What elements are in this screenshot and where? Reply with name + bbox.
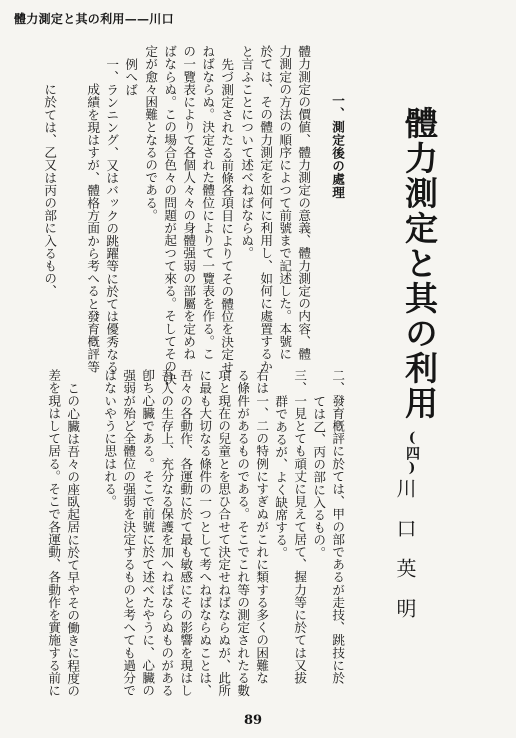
- body-line: 例へば: [123, 58, 139, 96]
- body-line: に於ては、乙又は丙の部に入るもの、: [42, 83, 58, 298]
- body-line: 力測定の方法の順序によつて前號まで記述した。本號に: [277, 45, 293, 360]
- section-heading: 一、測定後の處理: [330, 94, 345, 199]
- body-line: 二、發育槪評に於ては、甲の部であるが走技、跳技に於: [330, 369, 346, 684]
- body-line: の一覽表によりて各個人々々の身體强弱の部屬を定めね: [181, 45, 197, 360]
- body-line: ばならぬ。この場合色々の問題が起つて來る。そしてその決: [162, 45, 178, 386]
- body-line: 先づ測定されたる前條各項目によりてその體位を決定せ: [219, 58, 235, 373]
- running-head: 體力測定と其の利用——川口: [14, 12, 174, 26]
- body-line: 吾人の生存上、充分なる保護を加へねばならぬものがある: [159, 369, 175, 697]
- body-line: 項と現在の兒童とを思ひ合せて決定せねばならぬが、此所: [216, 369, 232, 697]
- body-line: ては乙、丙の部に入るもの。: [311, 395, 327, 559]
- article-title: 體力測定と其の利用: [400, 106, 439, 421]
- series-number: (四): [404, 430, 420, 476]
- page-number: 89: [244, 713, 263, 728]
- body-line: 成績を現はすが、體格方面から考へると發育槪評等: [85, 83, 101, 373]
- body-line: はないやうに思はれる。: [102, 369, 118, 508]
- body-line: 定が愈々困難となるのである。: [143, 45, 159, 222]
- author-name: 川口英明: [393, 478, 417, 638]
- body-line: 卽ち心臟である。そこで前號に於て述べたやうに、心臟の: [140, 369, 156, 697]
- body-line: 於ては、その體力測定を如何に利用し、如何に處置するか: [258, 45, 274, 373]
- body-line: 强弱が殆ど全體位の强弱を決定するものと考へても過分で: [121, 369, 137, 697]
- body-line: 右は一、二の特例にすぎぬがこれに類する多くの困難な: [254, 369, 270, 684]
- body-line: る條件があるものである。そこでこれ等の測定されたる數: [235, 369, 251, 697]
- body-line: 吾々の各動作、各運動に於て最も敏感にその影響を現はし: [178, 369, 194, 697]
- body-line: 差を現はして居る。そこで各運動、各動作を實施する前に: [46, 369, 62, 697]
- body-line: ねばならぬ。決定された體位によりて一覽表を作る。こ: [200, 45, 216, 360]
- body-line: 一、ランニング、又はバックの跳躍等に於ては優秀なる: [104, 58, 120, 373]
- body-line: この心臟は吾々の座臥起居に於て早やその働きに程度の: [65, 382, 81, 697]
- body-line: 體力測定の價値、體力測定の意義、體力測定の内容、體: [296, 45, 312, 360]
- body-line: 三、一見とても頑丈に見えて居て、握力等に於ては又拔: [292, 369, 308, 684]
- body-line: 群であるが、よく缺席する。: [273, 395, 289, 559]
- body-line: に最も大切なる條件の一つとして考へねばならぬことは、: [197, 369, 213, 697]
- body-line: と言ふことについて述べねばならぬ。: [239, 45, 255, 260]
